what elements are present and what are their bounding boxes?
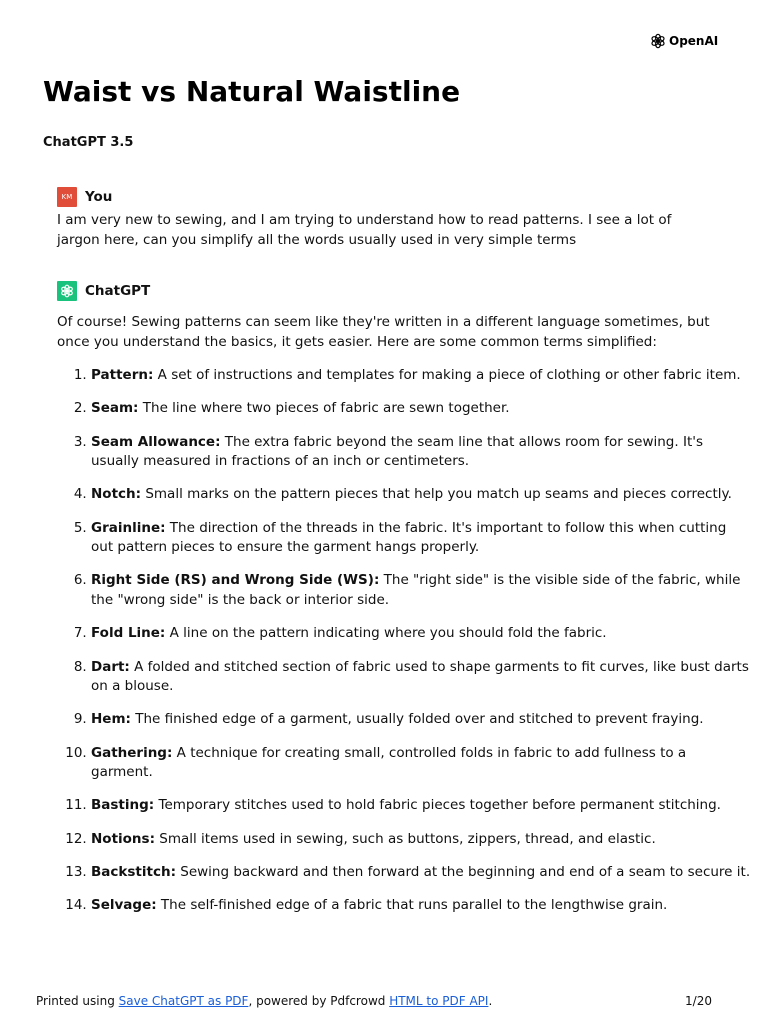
term-definition: Temporary stitches used to hold fabric pieces together before permanent stitching. <box>154 797 721 814</box>
list-item <box>91 830 751 850</box>
term-label: Hem: <box>91 711 131 728</box>
term-definition: The self-finished edge of a fabric that runs parallel to the lengthwise grain. <box>156 897 668 914</box>
term-definition: The direction of the threads in the fabric. It's important to follow this when cutting out pattern pieces to ensure the garment hangs properly. <box>91 519 727 556</box>
chatgpt-logo-icon <box>57 281 77 301</box>
list-item <box>91 710 751 730</box>
list-item <box>91 571 751 610</box>
term-label: Notions: <box>91 830 155 847</box>
list-item <box>91 399 751 419</box>
user-speaker <box>57 187 112 207</box>
list-item <box>91 366 751 386</box>
term-definition: A technique for creating small, controlled folds in fabric to add fullness to a garment. <box>91 744 687 781</box>
user-message-text: I am very new to sewing, and I am trying to understand how to read patterns. I see a lot of jargon here, can you simplify all the words usually used in very simple terms <box>57 212 672 248</box>
term-label: Right Side (RS) and Wrong Side (WS): <box>91 572 380 589</box>
openai-brand <box>650 33 718 49</box>
term-label: Basting: <box>91 797 155 814</box>
term-definition: The "right side" is the visible side of the fabric, while the "wrong side" is the back or interior side. <box>91 572 741 608</box>
list-item <box>91 896 751 916</box>
html-to-pdf-api-link[interactable]: HTML to PDF API <box>389 994 489 1008</box>
print-footer <box>36 993 712 1009</box>
term-label: Seam Allowance: <box>91 433 221 450</box>
assistant-intro-text: Of course! Sewing patterns can seem like they're written in a different language sometimes, but once you understand the basics, it gets easier. Here are some common terms simplified: <box>57 314 710 350</box>
term-label: Grainline: <box>91 519 166 536</box>
term-definition: The line where two pieces of fabric are sewn together. <box>138 400 510 417</box>
page-number: 1/20 <box>685 994 712 1008</box>
terms-list <box>57 366 751 930</box>
list-item <box>91 863 751 883</box>
term-label: Dart: <box>91 658 130 675</box>
term-label: Notch: <box>91 486 142 503</box>
list-item <box>91 485 751 505</box>
term-definition: A set of instructions and templates for making a piece of clothing or other fabric item. <box>153 367 741 383</box>
list-item <box>91 658 751 697</box>
term-definition: A folded and stitched section of fabric used to shape garments to fit curves, like bust darts on a blouse. <box>91 658 749 695</box>
openai-logo-icon <box>650 33 666 49</box>
term-definition: The extra fabric beyond the seam line that allows room for sewing. It's usually measured in fractions of an inch or centimeters. <box>91 433 703 470</box>
footer-prefix: Printed using <box>36 994 119 1008</box>
assistant-speaker <box>57 281 150 301</box>
term-definition: A line on the pattern indicating where you should fold the fabric. <box>165 625 607 642</box>
list-item <box>91 796 751 816</box>
list-item <box>91 744 751 783</box>
user-speaker-label: You <box>85 189 113 205</box>
term-label: Gathering: <box>91 744 173 761</box>
page-title: Waist vs Natural Waistline <box>43 75 461 108</box>
model-label: ChatGPT 3.5 <box>43 135 134 150</box>
term-definition: The finished edge of a garment, usually folded over and stitched to prevent fraying. <box>130 711 704 728</box>
save-chatgpt-pdf-link[interactable]: Save ChatGPT as PDF <box>118 994 249 1008</box>
term-label: Selvage: <box>91 897 157 914</box>
term-label: Backstitch: <box>91 864 176 881</box>
list-item <box>91 624 751 644</box>
list-item <box>91 433 751 472</box>
user-avatar: KM <box>57 187 77 207</box>
assistant-speaker-label: ChatGPT <box>85 283 151 299</box>
footer-middle: , powered by Pdfcrowd <box>248 994 390 1008</box>
term-definition: Small items used in sewing, such as buttons, zippers, thread, and elastic. <box>154 830 656 847</box>
term-label: Fold Line: <box>91 625 166 642</box>
list-item <box>91 519 751 558</box>
term-definition: Sewing backward and then forward at the beginning and end of a seam to secure it. <box>175 864 751 881</box>
footer-suffix: . <box>488 994 493 1008</box>
brand-name: OpenAI <box>669 34 719 48</box>
term-definition: Small marks on the pattern pieces that help you match up seams and pieces correctly. <box>141 486 732 503</box>
term-label: Pattern: <box>91 367 154 383</box>
term-label: Seam: <box>91 400 139 417</box>
